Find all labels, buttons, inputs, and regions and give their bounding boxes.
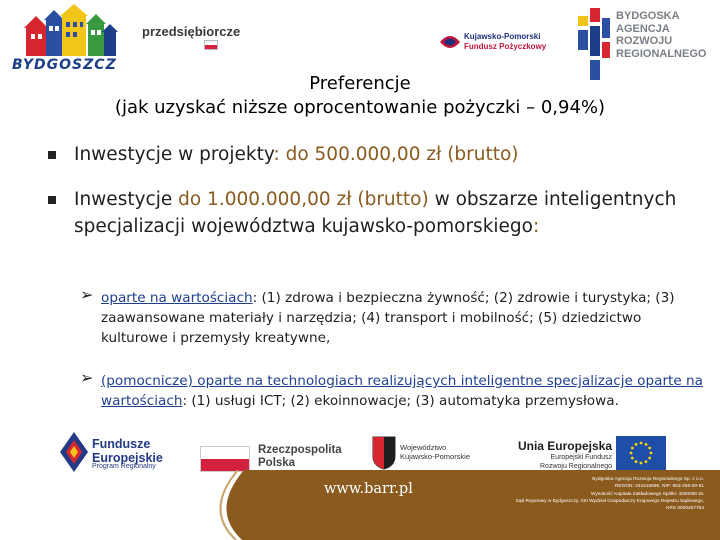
bullet-smart-specializations xyxy=(74,186,694,240)
przedsiebiorcze-logo-text: przedsiębiorcze xyxy=(142,24,241,39)
footer-info-line: KRS 0000467754 xyxy=(666,506,704,512)
unia-europejska-text xyxy=(504,439,612,471)
footer-website-link[interactable]: www.barr.pl xyxy=(324,481,413,497)
square-bullet-icon xyxy=(48,196,56,204)
eu-star xyxy=(645,443,648,446)
polish-flag-icon xyxy=(200,446,250,472)
bydgoszcz-logo-text: BYDGOSZCZ xyxy=(12,57,117,73)
bullet-highlight: do 1.000.000,00 zł (brutto) xyxy=(178,189,429,210)
sub-bullet-technologies xyxy=(101,371,706,411)
bullet-projects xyxy=(74,141,694,168)
eu-star xyxy=(650,452,653,455)
footer-info-line: REGON: 341515686, NIP: 953-256-00-61 xyxy=(614,484,704,490)
fe-program-text: Program Regionalny xyxy=(92,463,156,470)
sub-bullet-values xyxy=(101,288,706,348)
ue-line1: Europejski Fundusz xyxy=(550,454,612,461)
barr-logo-text xyxy=(616,10,716,60)
arrow-bullet-icon: ➢ xyxy=(80,285,94,304)
sub-bullet-underlined: oparte na wartościach xyxy=(101,290,253,306)
poland-flag-icon xyxy=(204,40,218,50)
barr-logo-line: REGIONALNEGO xyxy=(616,47,707,60)
barr-logo-line: ROZWOJU xyxy=(616,35,673,47)
kpfp-logo xyxy=(438,30,558,56)
eu-star xyxy=(640,442,643,445)
sub-bullet-text: : (1) zdrowa i bezpieczna żywność; (2) zdrowie i turystyka; (3) zaawansowane materiały i narzędzia; (4) transport i mobilność; (5) dziedzictwo kulturowe i przemysły kreatywne, xyxy=(101,290,675,346)
wk-line1: Województwo xyxy=(400,443,447,452)
footer-company-info xyxy=(450,476,704,512)
fe-line1: Fundusze xyxy=(92,437,151,451)
eu-star xyxy=(635,460,638,463)
rzeczpospolita-text xyxy=(258,444,342,470)
bullet-text: Inwestycje xyxy=(74,189,179,210)
bullet-colon: : xyxy=(273,144,280,165)
bydgoszcz-logo xyxy=(4,4,124,76)
eu-star xyxy=(645,460,648,463)
barr-blocks-icon xyxy=(578,4,610,84)
sub-bullet-text: : (1) usługi ICT; (2) ekoinnowacje; (3) automatyka przemysłowa. xyxy=(182,393,619,409)
eu-star xyxy=(640,462,643,465)
slide-subtitle: (jak uzyskać niższe oprocentowanie pożyczki – 0,94%) xyxy=(114,97,606,118)
rp-line2: Polska xyxy=(258,457,296,469)
ue-title: Unia Europejska xyxy=(517,439,612,453)
fundusze-europejskie-text xyxy=(92,437,163,465)
eu-star xyxy=(631,447,634,450)
eu-star xyxy=(635,443,638,446)
slide-title: Preferencje xyxy=(309,73,411,94)
rp-line1: Rzeczpospolita xyxy=(258,444,342,456)
square-bullet-icon xyxy=(48,151,56,159)
footer-info-line: Bydgoska Agencja Rozwoju Regionalnego Sp. z o.o. xyxy=(592,477,704,482)
footer-info-line: Sąd Rejonowy w Bydgoszczy, XIII Wydział Gospodarczy Krajowego Rejestru Sądowego, xyxy=(515,498,704,504)
ue-line2: Rozwoju Regionalnego xyxy=(540,463,612,470)
sub-bullet-underlined: (pomocnicze) oparte na technologiach realizujących inteligentne specjalizacje oparte na wartościach xyxy=(101,373,704,409)
eu-star xyxy=(648,457,651,460)
eu-star xyxy=(630,452,633,455)
kpfp-logo-line2: Fundusz Pożyczkowy xyxy=(464,42,547,51)
city-houses-logo xyxy=(4,4,124,60)
kpfp-logo-line1: Kujawsko-Pomorski xyxy=(464,32,541,41)
kpfp-mark-icon xyxy=(438,32,462,52)
bullet-highlight: do 500.000,00 zł (brutto) xyxy=(279,144,519,165)
barr-logo-line: BYDGOSKA xyxy=(616,10,680,22)
wk-line2: Kujawsko-Pomorskie xyxy=(400,452,471,461)
bullet-text: Inwestycje w projekty xyxy=(74,144,274,165)
eu-flag-icon xyxy=(616,436,666,470)
fe-line2: Europejskie xyxy=(92,451,163,465)
eu-star xyxy=(631,457,634,460)
barr-logo-line: AGENCJA xyxy=(616,22,670,35)
fundusze-europejskie-icon xyxy=(60,432,88,472)
eu-star xyxy=(648,447,651,450)
arrow-bullet-icon: ➢ xyxy=(80,368,94,387)
voivodeship-crest-icon xyxy=(372,436,396,470)
bullet-text: w obszarze inteligentnych specjalizacji województwa kujawsko-pomorskiego xyxy=(74,189,677,237)
przedsiebiorcze-logo xyxy=(142,24,242,54)
wojewodztwo-text xyxy=(400,443,470,461)
footer-info-line: Wysokość Kapitału Zakładowego Spółki: 4000000 ZŁ xyxy=(590,491,704,497)
bullet-colon: : xyxy=(533,216,540,237)
